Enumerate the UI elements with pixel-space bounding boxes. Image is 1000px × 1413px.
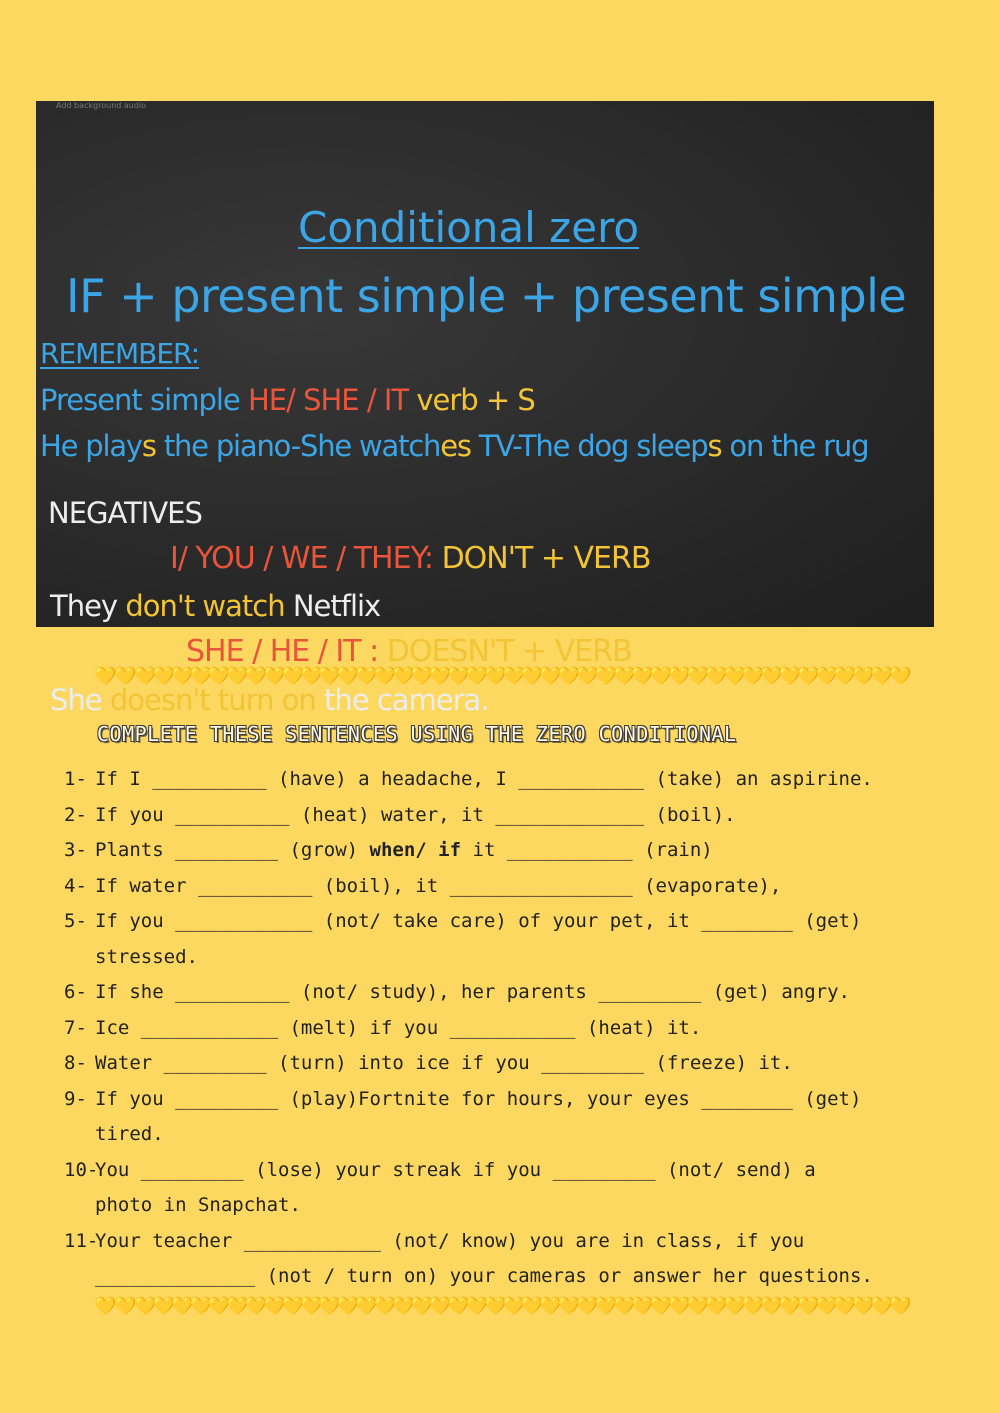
item-number: 6- xyxy=(64,981,87,1003)
item-text: You _________ (lose) your streak if you _________ (not/ send) a xyxy=(95,1158,816,1181)
exercise-item-4 xyxy=(64,869,964,905)
item-continuation: stressed. xyxy=(95,945,198,968)
exercise-item-8 xyxy=(64,1046,964,1082)
item-continuation: ______________ (not / turn on) your cameras or answer her questions. xyxy=(95,1265,873,1287)
board-remember: REMEMBER: xyxy=(40,337,200,370)
hearts-divider-bottom: 💛 💛 💛💛💛💛💛💛💛💛💛💛💛💛💛💛💛💛💛💛💛💛💛💛💛💛💛💛💛💛💛💛💛💛💛💛💛💛💛💛💛💛💛💛 xyxy=(94,1296,908,1317)
item-number: 4- xyxy=(64,874,87,897)
item-text: If you _________ (play)Fortnite for hours, your eyes ________ (get) xyxy=(95,1087,862,1110)
item-text: If you ____________ (not/ take care) of your pet, it ________ (get) xyxy=(95,910,862,932)
hearts-divider-top: 💛 💛 💛💛💛💛💛💛💛💛💛💛💛💛💛💛💛💛💛💛💛💛💛💛💛💛💛💛💛💛💛💛💛💛💛💛💛💛💛💛💛💛💛💛 xyxy=(94,666,908,687)
board-dont-rule: I/ YOU / WE / THEY: DON'T + VERB xyxy=(170,541,651,576)
item-continuation: tired. xyxy=(95,1123,164,1145)
exercise-item-6 xyxy=(64,975,964,1011)
item-text: Your teacher ____________ (not/ know) you are in class, if you xyxy=(95,1229,805,1252)
add-background-audio-hint: Add background audio xyxy=(56,101,147,110)
board-present-simple-rule: Present simple HE/ SHE / IT verb + S xyxy=(40,383,535,417)
board-doesnt-rule: SHE / HE / IT : DOESN'T + VERB xyxy=(186,634,632,669)
item-continuation: photo in Snapchat. xyxy=(95,1194,301,1216)
exercise-item-11 xyxy=(64,1224,964,1295)
exercise-item-3 xyxy=(64,833,964,869)
item-text: it ___________ (rain) xyxy=(461,839,713,861)
item-number: 9- xyxy=(64,1087,87,1110)
item-bold-text: when/ if xyxy=(369,839,462,861)
item-number: 10- xyxy=(64,1158,99,1181)
item-text: Plants _________ (grow) xyxy=(95,839,370,861)
item-number: 1- xyxy=(64,768,87,790)
board-examples: He plays the piano-She watches TV-The dog sleeps on the rug xyxy=(40,429,869,463)
item-number: 7- xyxy=(64,1016,87,1039)
item-number: 3- xyxy=(64,839,87,861)
instruction-heading: COMPLETE THESE SENTENCES USING THE ZERO CONDITIONAL xyxy=(97,722,737,746)
board-doesnt-example: She doesn't turn on the camera. xyxy=(50,683,489,717)
exercise-item-10 xyxy=(64,1153,964,1224)
board-dont-example: They don't watch Netflix xyxy=(50,589,381,623)
exercise-item-5 xyxy=(64,904,964,975)
exercise-item-7 xyxy=(64,1011,964,1047)
board-negatives: NEGATIVES xyxy=(48,496,202,530)
chalkboard-image xyxy=(36,101,934,717)
item-number: 11- xyxy=(64,1229,99,1252)
exercise-list xyxy=(64,762,964,1295)
item-text: Water _________ (turn) into ice if you _________ (freeze) it. xyxy=(95,1052,793,1074)
item-number: 8- xyxy=(64,1052,87,1074)
exercise-item-2 xyxy=(64,798,964,834)
board-title: Conditional zero xyxy=(298,203,640,252)
item-number: 5- xyxy=(64,910,87,932)
exercise-item-9 xyxy=(64,1082,964,1153)
item-text: If water __________ (boil), it ________________ (evaporate), xyxy=(95,874,782,897)
item-text: If she __________ (not/ study), her parents _________ (get) angry. xyxy=(95,981,850,1003)
item-text: Ice ____________ (melt) if you ___________ (heat) it. xyxy=(95,1016,702,1039)
item-number: 2- xyxy=(64,803,87,826)
item-text: If I __________ (have) a headache, I ___________ (take) an aspirine. xyxy=(95,768,873,790)
item-text: If you __________ (heat) water, it _____________ (boil). xyxy=(95,803,736,826)
board-formula: IF + present simple + present simple xyxy=(66,269,907,323)
exercise-item-1 xyxy=(64,762,964,798)
